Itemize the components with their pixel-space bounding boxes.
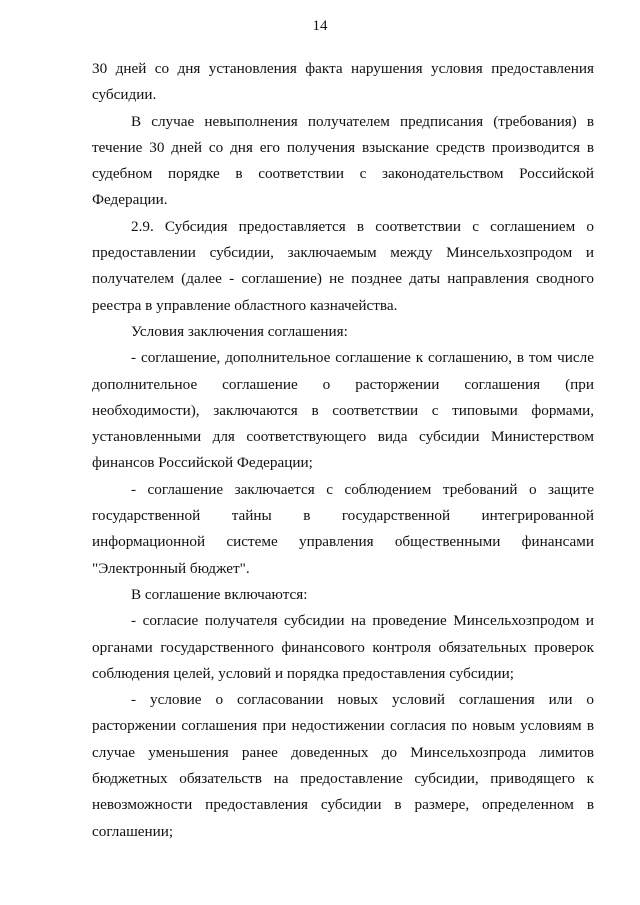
paragraph-consent-checks: - согласие получателя субсидии на проведение Минсельхозпродом и органами государственного финансового контроля обязательных проверок соблюдения целей, условий и порядка предоставления субсидии; — [92, 612, 594, 682]
document-body — [92, 56, 594, 845]
paragraph-new-conditions: - условие о согласовании новых условий соглашения или о расторжении соглашения при недостижении согласия по новым условиям в случае уменьшения ранее доведенных до Минсельхозпрода лимитов бюджетных обязательств на предоставление субсидии, приводящего к невозможности предоставления субсидии в размере, определенном в соглашении; — [92, 691, 594, 840]
paragraph-typical-forms: - соглашение, дополнительное соглашение к соглашению, в том числе дополнительное соглашение о расторжении соглашения (при необходимости), заключаются в соответствии с типовыми формами, установленными для соответствующего вида субсидии Министерством финансов Российской Федерации; — [92, 349, 594, 472]
paragraph-court-recovery: В случае невыполнения получателем предписания (требования) в течение 30 дней со дня его получения взыскание средств производится в судебном порядке в соответствии с законодательством Российской Федерации. — [92, 112, 594, 209]
paragraph-agreement-includes-heading: В соглашение включаются: — [131, 585, 308, 603]
paragraph-agreement-conditions-heading: Условия заключения соглашения: — [131, 322, 348, 340]
page-number: 14 — [312, 18, 328, 34]
paragraph-2-9: 2.9. Субсидия предоставляется в соответствии с соглашением о предоставлении субсидии, заключаемым между Минсельхозпродом и получателем (далее - соглашение) не позднее даты направления сводного реестра в управление областного казначейства. — [92, 217, 594, 314]
paragraph-continuation: 30 дней со дня установления факта нарушения условия предоставления субсидии. — [92, 60, 594, 104]
paragraph-state-secret: - соглашение заключается с соблюдением требований о защите государственной тайны в государственной интегрированной информационной системе управления общественными финансами "Электронный бюджет". — [92, 480, 594, 577]
